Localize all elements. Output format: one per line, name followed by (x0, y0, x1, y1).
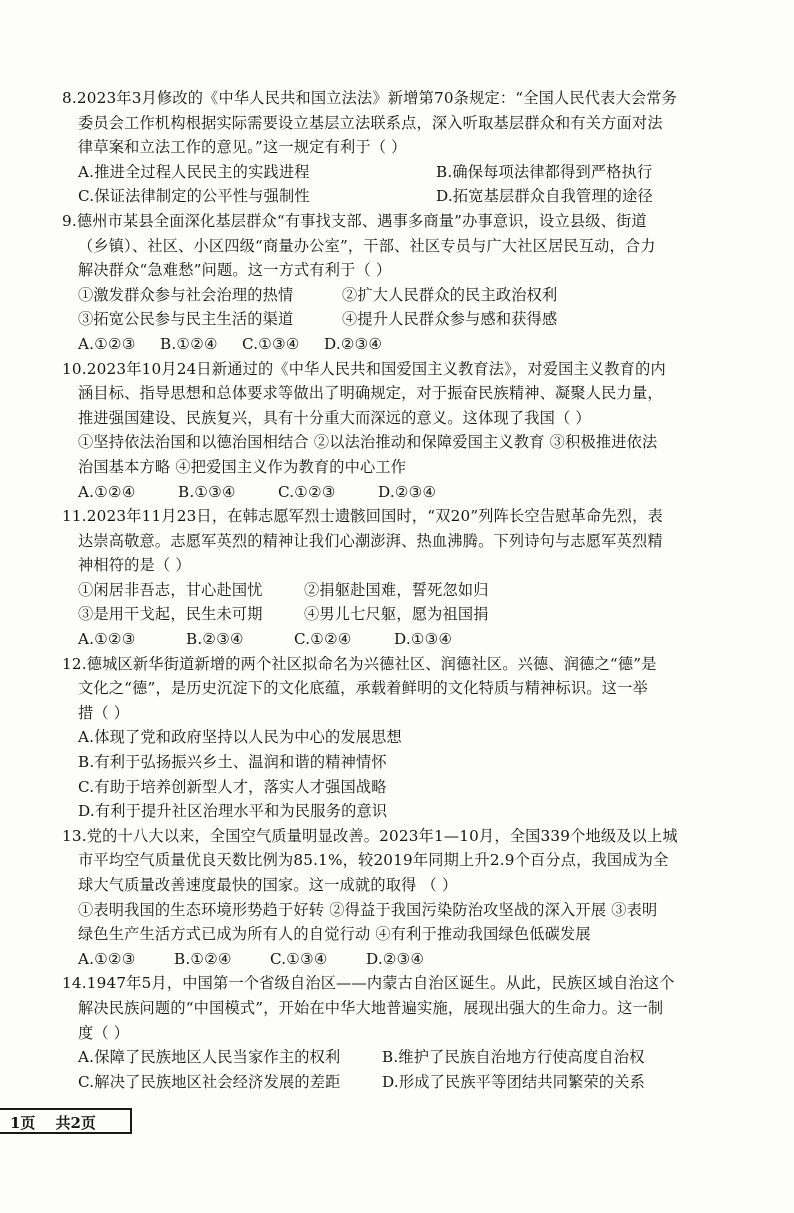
statement-2: ②扩大人民群众的民主政治权利 (342, 285, 558, 304)
question-12-stem-line: 12.德城区新华街道新增的两个社区拟命名为兴德社区、润德社区。兴德、润德之“德”是 (62, 654, 657, 673)
question-14 (62, 971, 734, 1094)
question-10-statements-line: 治国基本方略 ④把爱国主义作为教育的中心工作 (78, 457, 407, 476)
question-11-stem-line: 神相符的是（ ） (78, 556, 191, 575)
question-13-statements-line: 绿色生产生活方式已成为所有人的自觉行动 ④有利于推动我国绿色低碳发展 (78, 925, 591, 944)
question-9-stem-line: 9.德州市某县全面深化基层群众“有事找支部、遇事多商量”办事意识，设立县级、街道 (62, 211, 647, 230)
option-a[interactable]: A.保障了民族地区人民当家作主的权利 (78, 1048, 341, 1067)
question-11-options-row (62, 627, 734, 652)
option-a[interactable]: A.①②③ (78, 334, 136, 353)
question-10-stem-line: 涵目标、指导思想和总体要求等做出了明确规定，对于振奋民族精神、凝聚人民力量， (78, 384, 663, 403)
option-b[interactable]: B.有利于弘扬振兴乡土、温润和谐的精神情怀 (78, 753, 387, 772)
statement-4: ④提升人民群众参与感和获得感 (342, 310, 558, 329)
question-11-statements-row (62, 578, 734, 603)
question-14-options-row (62, 1045, 734, 1070)
question-14-options-row (62, 1070, 734, 1095)
page-number: 1页 (10, 1114, 36, 1132)
option-c[interactable]: C.①③④ (242, 334, 300, 353)
question-13-stem-line: 13.党的十八大以来，全国空气质量明显改善。2023年1—10月，全国339个地级及以上城 (62, 826, 678, 845)
option-d[interactable]: D.②③④ (324, 334, 383, 353)
question-11-stem-line: 达崇高敬意。志愿军英烈的精神让我们心潮澎湃、热血沸腾。下列诗句与志愿军英烈精 (78, 531, 663, 550)
option-c[interactable]: C.①③④ (270, 949, 328, 968)
option-b[interactable]: B.②③④ (186, 630, 244, 649)
question-8-stem-line: 律草案和立法工作的意见。”这一规定有利于（ ） (78, 138, 407, 157)
question-11-statements-row (62, 602, 734, 627)
option-b[interactable]: B.维护了民族自治地方行使高度自治权 (382, 1048, 645, 1067)
question-14-stem-line: 解决民族问题的“中国模式”，开始在中华大地普遍实施，展现出强大的生命力。这一制 (78, 998, 664, 1017)
option-c[interactable]: C.①②④ (294, 630, 352, 649)
statement-1: ①闲居非吾志，甘心赴国忧 (78, 580, 263, 599)
question-12-stem-line: 措（ ） (78, 703, 130, 722)
question-9 (62, 209, 734, 357)
option-b[interactable]: B.①②④ (160, 334, 218, 353)
option-b[interactable]: B.①③④ (178, 482, 236, 501)
option-a[interactable]: A.①②③ (78, 630, 136, 649)
question-10-stem-line: 10.2023年10月24日新通过的《中华人民共和国爱国主义教育法》，对爱国主义教育的内 (62, 359, 666, 378)
question-9-stem-line: （乡镇）、社区、小区四级“商量办公室”，干部、社区专员与广大社区居民互动，合力 (78, 236, 656, 255)
statement-3: ③拓宽公民参与民主生活的渠道 (78, 310, 294, 329)
option-a[interactable]: A.推进全过程人民民主的实践进程 (78, 162, 310, 181)
statement-1: ①激发群众参与社会治理的热情 (78, 285, 294, 304)
option-c[interactable]: C.保证法律制定的公平性与强制性 (78, 187, 310, 206)
option-c[interactable]: C.有助于培养创新型人才，落实人才强国战略 (78, 777, 387, 796)
question-8-options-row (62, 184, 734, 209)
statement-4: ④男儿七尺躯，愿为祖国捐 (304, 605, 489, 624)
option-d[interactable]: D.拓宽基层群众自我管理的途径 (436, 187, 653, 206)
question-8-stem-line: 委员会工作机构根据实际需要设立基层立法联系点，深入听取基层群众和有关方面对法 (78, 113, 663, 132)
option-c[interactable]: C.①②③ (278, 482, 336, 501)
question-14-stem-line: 度（ ） (78, 1023, 130, 1042)
question-13-options-row (62, 947, 734, 972)
question-area (62, 86, 734, 1094)
option-a[interactable]: A.①②④ (78, 482, 136, 501)
option-b[interactable]: B.①②④ (174, 949, 232, 968)
question-9-options-row (62, 332, 734, 357)
question-10-stem-line: 推进强国建设、民族复兴，具有十分重大而深远的意义。这体现了我国（ ） (78, 408, 591, 427)
question-9-statements-row (62, 307, 734, 332)
page-footer (0, 1108, 132, 1134)
option-d[interactable]: D.②③④ (366, 949, 425, 968)
option-c[interactable]: C.解决了民族地区社会经济发展的差距 (78, 1072, 341, 1091)
question-12-stem-line: 文化之“德”，是历史沉淀下的文化底蕴，承载着鲜明的文化特质与精神标识。这一举 (78, 679, 648, 698)
question-8-stem-line: 8.2023年3月修改的《中华人民共和国立法法》新增第70条规定：“全国人民代表大会常务 (62, 89, 678, 107)
page-total: 共2页 (55, 1114, 96, 1132)
statement-3: ③是用干戈起，民生未可期 (78, 605, 263, 624)
question-11 (62, 504, 734, 652)
option-a[interactable]: A.体现了党和政府坚持以人民为中心的发展思想 (78, 728, 402, 747)
option-d[interactable]: D.有利于提升社区治理水平和为民服务的意识 (78, 802, 388, 821)
option-b[interactable]: B.确保每项法律都得到严格执行 (436, 162, 653, 181)
question-9-statements-row (62, 283, 734, 308)
option-a[interactable]: A.①②③ (78, 949, 136, 968)
question-10-statements-line: ①坚持依法治国和以德治国相结合 ②以法治推动和保障爱国主义教育 ③积极推进依法 (78, 433, 658, 452)
option-d[interactable]: D.形成了民族平等团结共同繁荣的关系 (382, 1072, 646, 1091)
question-8 (62, 86, 734, 209)
question-9-stem-line: 解决群众“急难愁”问题。这一方式有利于（ ） (78, 261, 392, 280)
option-d[interactable]: D.①③④ (394, 630, 453, 649)
question-10 (62, 357, 734, 505)
question-10-options-row (62, 480, 734, 505)
question-13-stem-line: 球大气质量改善速度最快的国家。这一成就的取得 （ ） (78, 876, 458, 894)
question-14-stem-line: 14.1947年5月，中国第一个省级自治区——内蒙古自治区诞生。从此，民族区域自治这个 (62, 974, 675, 993)
option-d[interactable]: D.②③④ (378, 482, 437, 501)
question-12 (62, 652, 734, 824)
question-11-stem-line: 11.2023年11月23日，在韩志愿军烈士遗骸回国时，“双20”列阵长空告慰革命先烈，表 (62, 507, 663, 526)
question-8-options-row (62, 160, 734, 185)
statement-2: ②捐躯赴国难，誓死忽如归 (304, 580, 489, 599)
question-13 (62, 824, 734, 972)
question-13-statements-line: ①表明我国的生态环境形势趋于好转 ②得益于我国污染防治攻坚战的深入开展 ③表明 (78, 900, 658, 919)
question-13-stem-line: 市平均空气质量优良天数比例为85.1%，较2019年同期上升2.9个百分点，我国成为全 (78, 851, 669, 870)
